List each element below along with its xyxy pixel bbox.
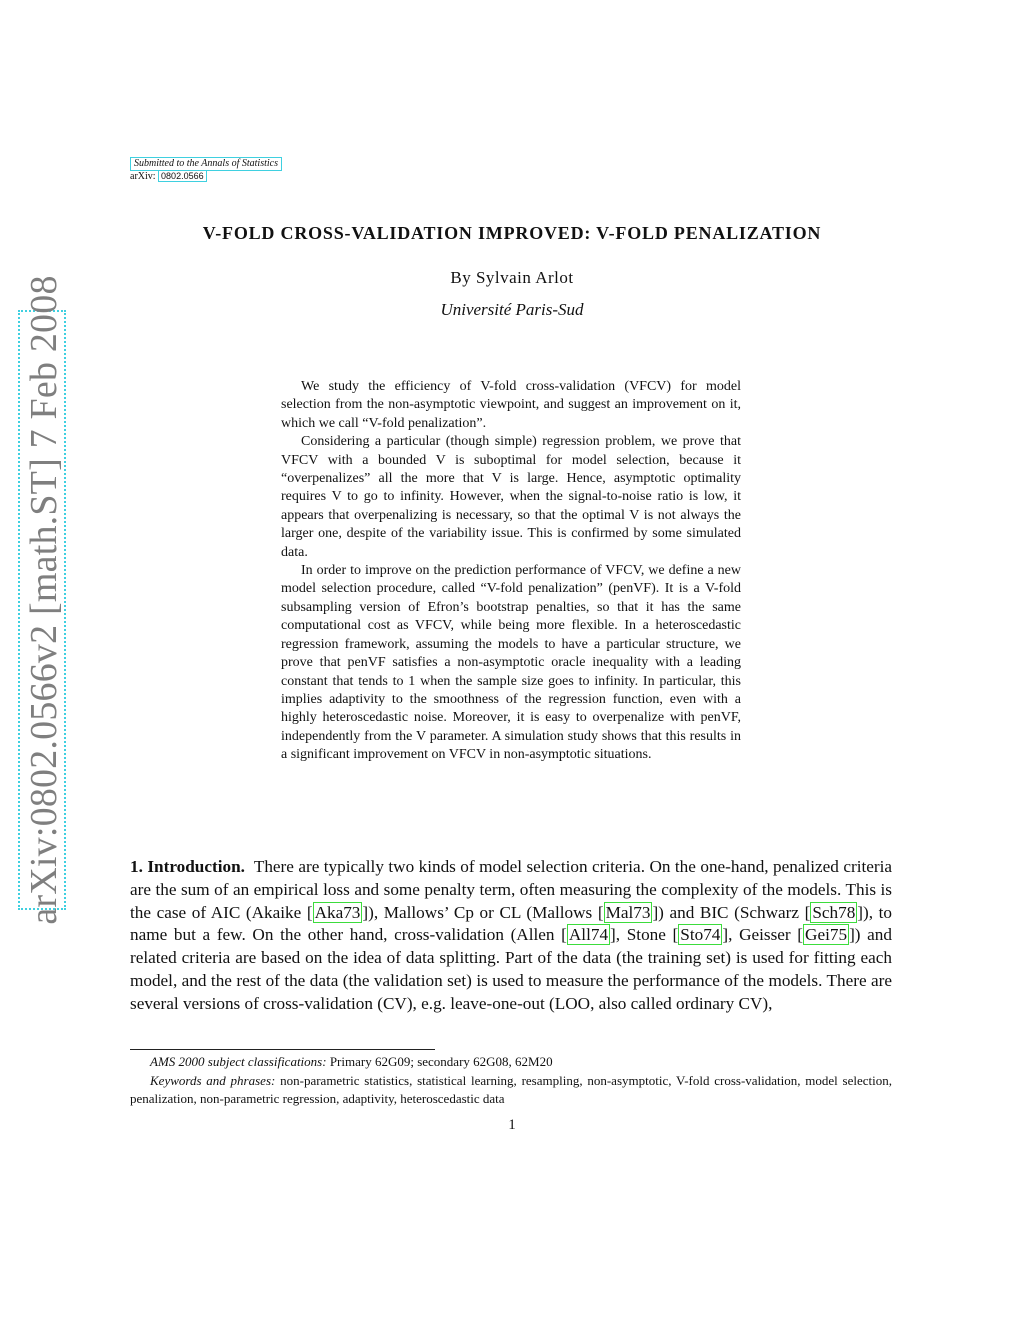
abstract-paragraph-3: In order to improve on the prediction performance of VFCV, we define a new model selection procedure, called “V-fold penalization” (penVF). It is a V-fold subsampling version of Efron’s bootstrap penalties, so that it has the same computational cost as VFCV, while being more flexible. In a heteroscedastic regression framework, assuming the models to have a particular structure, we prove that penVF satisfies a non-asymptotic oracle inequality with a leading constant that tends to 1 when the sample size goes to infinity. In particular, this implies adaptivity to the smoothness of the regression function, even with a highly heteroscedastic noise. Moreover, it is easy to overpenalize with penVF, independently from the V parameter. A simulation study shows that this results in a significant improvement on VFCV in non-asymptotic situations.: [281, 563, 741, 763]
intro-text-4: ]), to name but a few. On the other hand, cross-validation (Allen [: [130, 902, 892, 945]
intro-text-2: ]), Mallows’ Cp or CL (Mallows [: [362, 902, 604, 922]
footnotes: [130, 1053, 892, 1109]
ams-label: AMS 2000 subject classifications:: [150, 1054, 327, 1069]
ams-text: Primary 62G09; secondary 62G08, 62M20: [329, 1054, 553, 1069]
ams-classification: [130, 1053, 892, 1072]
arxiv-prefix: arXiv:: [130, 171, 156, 182]
intro-text-7: ]) and related criteria are based on the idea of data splitting. Part of the data (the training set) is used for fitting each model, and the rest of the data (the validation set) is used to measure the performance of the models. There are several versions of cross-validation (CV), e.g. leave-one-out (LOO, also called ordinary CV),: [130, 925, 892, 1013]
keywords: [130, 1072, 892, 1109]
keywords-text: non-parametric statistics, statistical learning, resampling, non-asymptotic, V-fold cross-validation, model selection, penalization, non-parametric regression, adaptivity, heteroscedastic data: [130, 1072, 893, 1106]
introduction-paragraph: [130, 856, 892, 1016]
keywords-label: Keywords and phrases:: [150, 1072, 276, 1088]
intro-text-1: There are typically two kinds of model selection criteria. On the one-hand, penalized criteria are the sum of an empirical loss and some penalty term, often measuring the complexity of the models. This is the case of AIC (Akaike [: [130, 857, 893, 922]
arxiv-stamp[interactable]: arXiv:0802.0566v2 [math.ST] 7 Feb 2008: [23, 275, 65, 925]
citation-gei75[interactable]: Gei75: [805, 925, 848, 945]
author: By Sylvain Arlot: [450, 268, 574, 287]
abstract-paragraph-2: Considering a particular (though simple) regression problem, we prove that VFCV with a bounded V is suboptimal for model selection, because it “overpenalizes” all the more that V is large. Hence, asymptotic optimality requires V to go to infinity. However, when the signal-to-noise ratio is low, it appears that overpenalizing is necessary, so that the optimal V is not always the larger one, despite of the variability issue. This is confirmed by some simulated data.: [281, 434, 741, 560]
page-number: 1: [508, 1117, 516, 1133]
footnote-rule: [130, 1049, 435, 1050]
submitted-link[interactable]: Submitted to the Annals of Statistics: [130, 157, 282, 171]
affiliation: Université Paris-Sud: [440, 300, 584, 319]
intro-text-3: ]) and BIC (Schwarz [: [652, 902, 811, 922]
citation-sch78[interactable]: Sch78: [812, 902, 856, 922]
section-heading: 1. Introduction.: [130, 857, 245, 876]
paper-title: V-FOLD CROSS-VALIDATION IMPROVED: V-FOLD PENALIZATION: [202, 223, 822, 243]
citation-all74[interactable]: All74: [568, 925, 609, 945]
intro-text-5: ], Stone [: [610, 925, 679, 945]
intro-text-6: ], Geisser [: [722, 925, 804, 945]
citation-mal73[interactable]: Mal73: [605, 902, 651, 922]
citation-sto74[interactable]: Sto74: [680, 925, 721, 945]
arxiv-id-link[interactable]: 0802.0566: [158, 170, 207, 182]
abstract-paragraph-1: We study the efficiency of V-fold cross-validation (VFCV) for model selection from the non-asymptotic viewpoint, and suggest an improvement on it, which we call “V-fold penalization”.: [281, 379, 741, 431]
abstract: [281, 378, 741, 765]
citation-aka73[interactable]: Aka73: [314, 902, 361, 922]
arxiv-id-line: [130, 170, 207, 183]
